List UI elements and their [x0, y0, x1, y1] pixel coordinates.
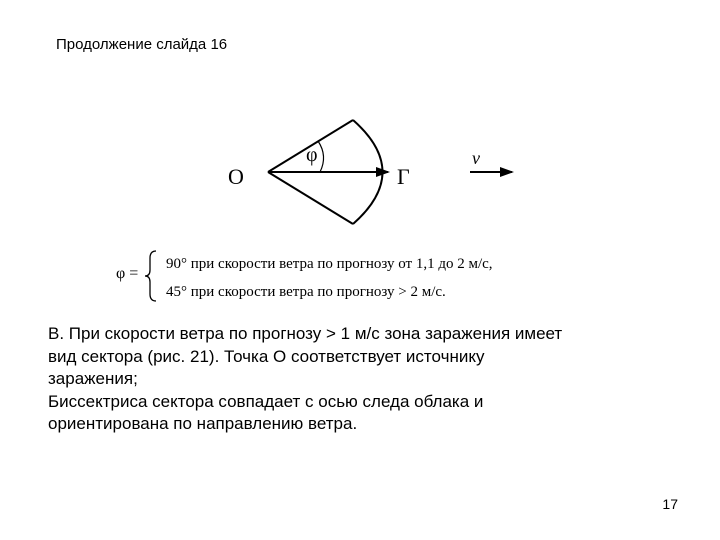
angle-formula: [116, 246, 636, 306]
body-line: В. При скорости ветра по прогнозу > 1 м/с зона заражения имеет: [48, 324, 563, 343]
formula-case-1: 90° при скорости ветра по прогнозу от 1,1 до 2 м/с,: [166, 256, 493, 272]
point-o-label: O: [228, 164, 244, 189]
angle-arc: [318, 141, 324, 172]
slide-heading: Продолжение слайда 16: [56, 36, 228, 53]
formula-case-2: 45° при скорости ветра по прогнозу > 2 м/с.: [166, 284, 446, 300]
wind-speed-label: ν: [472, 148, 480, 168]
body-line: вид сектора (рис. 21). Точка О соответствует источнику: [48, 346, 485, 366]
body-line: Биссектриса сектора совпадает с осью следа облака и: [48, 391, 484, 411]
page-number: 17: [662, 496, 678, 512]
sector-lower-edge: [268, 172, 353, 224]
formula-variable: φ =: [116, 265, 139, 282]
body-line: заражения;: [48, 369, 138, 388]
formula-brace: [144, 250, 158, 302]
body-paragraph: [48, 323, 688, 436]
body-line: ориентирована по направлению ветра.: [48, 414, 358, 433]
angle-phi-label: φ: [306, 144, 318, 166]
point-g-label: Г: [397, 164, 410, 189]
